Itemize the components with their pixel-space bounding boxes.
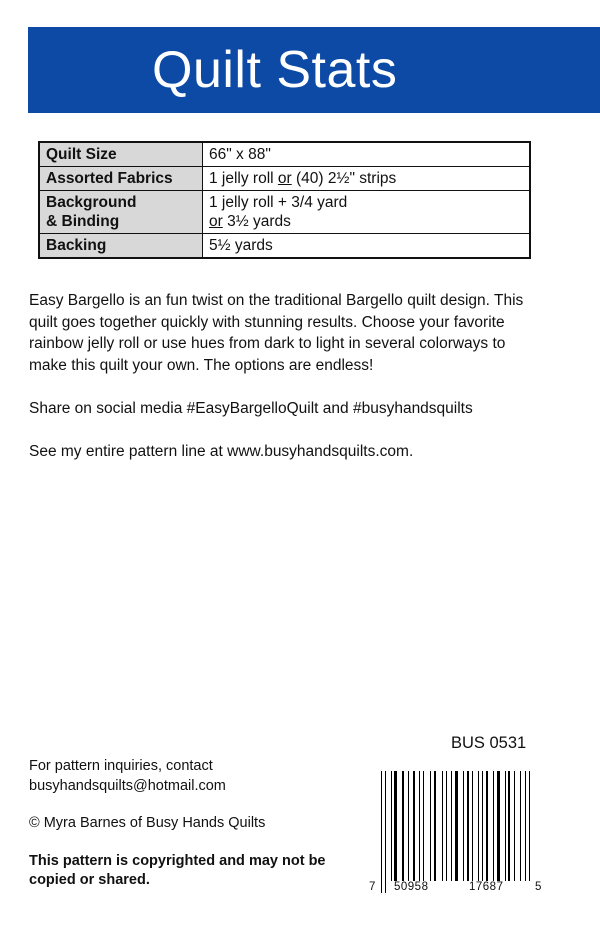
- quilt-size-value: 66" x 88": [203, 142, 531, 167]
- description: [29, 290, 544, 484]
- barcode: [368, 771, 544, 897]
- table-row: [39, 234, 530, 259]
- copyright-line: © Myra Barnes of Busy Hands Quilts: [29, 815, 266, 831]
- background-line2: 3½ yards: [222, 213, 291, 230]
- or-underlined: or: [277, 170, 292, 187]
- barcode-bar: [463, 771, 464, 881]
- or-underlined: or: [209, 213, 223, 230]
- barcode-bar: [381, 771, 382, 893]
- assorted-fabrics-post: (40) 2½" strips: [291, 170, 397, 187]
- barcode-bar: [402, 771, 404, 881]
- barcode-bar: [472, 771, 473, 881]
- barcode-bar: [442, 771, 443, 881]
- header-banner: [28, 27, 600, 113]
- barcode-bar: [446, 771, 447, 881]
- barcode-first-digit: 7: [369, 881, 376, 893]
- background-binding-label: [39, 191, 203, 234]
- background-binding-value: [203, 191, 531, 234]
- assorted-fabrics-label: Assorted Fabrics: [39, 167, 203, 191]
- barcode-bar: [497, 771, 500, 881]
- barcode-bar: [505, 771, 506, 881]
- contact-line: For pattern inquiries, contact: [29, 758, 213, 774]
- contact-email: busyhandsquilts@hotmail.com: [29, 777, 226, 794]
- quilt-size-label: Quilt Size: [39, 142, 203, 167]
- assorted-fabrics-value: [203, 167, 531, 191]
- binding-label: & Binding: [46, 213, 120, 230]
- barcode-bar: [391, 771, 392, 881]
- quilt-stats-table: [38, 141, 531, 259]
- barcode-bar: [467, 771, 469, 881]
- barcode-bars: [381, 771, 536, 881]
- background-label: Background: [46, 194, 137, 211]
- barcode-bar: [478, 771, 479, 881]
- barcode-bar: [508, 771, 510, 881]
- barcode-bar: [451, 771, 452, 881]
- barcode-bar: [408, 771, 409, 881]
- assorted-fabrics-pre: 1 jelly roll: [209, 170, 278, 187]
- barcode-bar: [394, 771, 397, 881]
- pattern-code: BUS 0531: [451, 734, 527, 752]
- barcode-bar: [423, 771, 424, 881]
- description-paragraph: Easy Bargello is an fun twist on the traditional Bargello quilt design. This quilt goes together quickly with stunning results. Choose your favorite rainbow jelly roll or use hues from dark to light in several colorways to make this quilt your own. The options are endless!: [29, 292, 524, 374]
- table-row: [39, 167, 530, 191]
- website-line: See my entire pattern line at www.busyhandsquilts.com.: [29, 442, 414, 460]
- table-row: [39, 191, 530, 234]
- barcode-bar: [525, 771, 526, 881]
- barcode-right-digits: 17687: [469, 881, 504, 893]
- barcode-bar: [482, 771, 483, 893]
- barcode-bar: [434, 771, 436, 881]
- barcode-bar: [486, 771, 488, 893]
- backing-value: 5½ yards: [203, 234, 531, 259]
- social-media-line: Share on social media #EasyBargelloQuilt and #busyhandsquilts: [29, 399, 473, 417]
- barcode-bar: [520, 771, 521, 881]
- barcode-bar: [529, 771, 530, 881]
- barcode-bar: [493, 771, 494, 881]
- barcode-check-digit: 5: [535, 881, 542, 893]
- barcode-bar: [419, 771, 420, 881]
- barcode-left-digits: 50958: [394, 881, 429, 893]
- backing-label: Backing: [39, 234, 203, 259]
- barcode-bar: [385, 771, 386, 893]
- page-title: Quilt Stats: [152, 41, 398, 99]
- contact-block: [29, 757, 359, 909]
- background-line1: 1 jelly roll + 3/4 yard: [209, 194, 348, 211]
- barcode-bar: [514, 771, 515, 881]
- table-row: [39, 142, 530, 167]
- barcode-bar: [430, 771, 431, 881]
- barcode-bar: [455, 771, 458, 881]
- copyright-notice: This pattern is copyrighted and may not be copied or shared.: [29, 852, 326, 888]
- barcode-bar: [413, 771, 415, 881]
